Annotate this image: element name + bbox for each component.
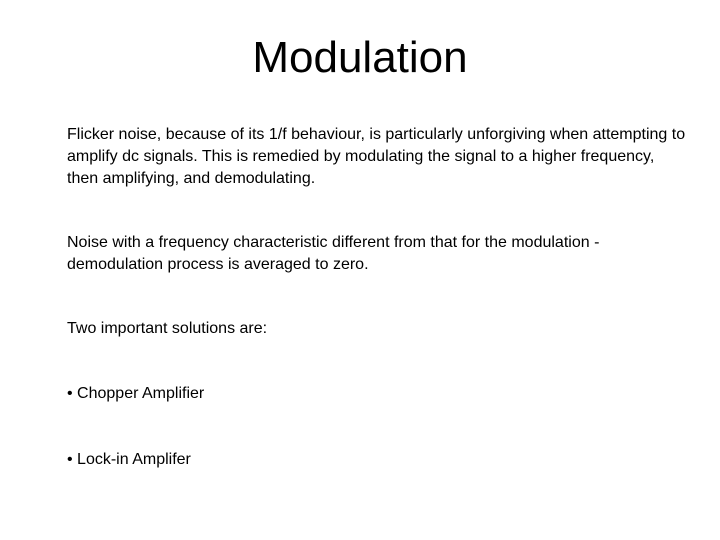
paragraph-noise-averaging: Noise with a frequency characteristic different from that for the modulation -demodulation process is averaged to zero. [67, 234, 600, 273]
paragraph-flicker-noise: Flicker noise, because of its 1/f behaviour, is particularly unforgiving when attempting to amplify dc signals. This is remedied by modulating the signal to a higher frequency, then amplifying, and demodulating. [67, 126, 686, 187]
paragraph-solutions-intro: Two important solutions are: [67, 320, 268, 337]
bullet-chopper-amplifier: • Chopper Amplifier [67, 385, 205, 402]
slide-title: Modulation [252, 33, 468, 82]
bullet-lock-in-amplifier: • Lock-in Amplifer [67, 451, 191, 468]
